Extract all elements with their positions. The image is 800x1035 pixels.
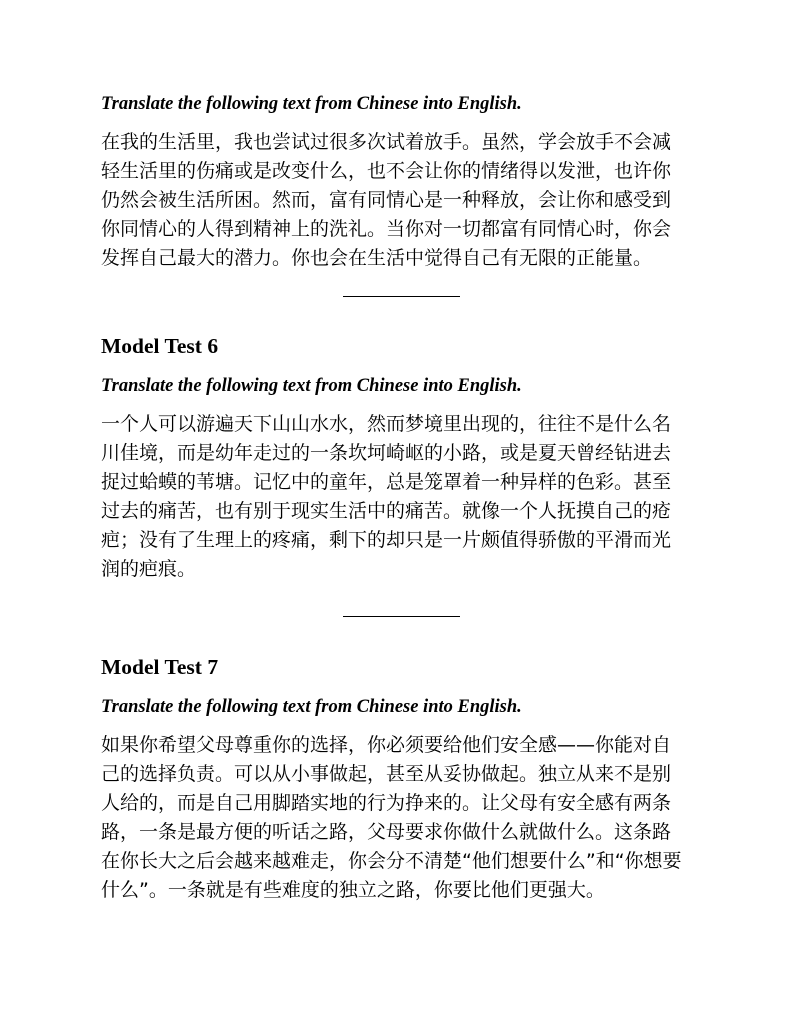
- passage-line: 如果你希望父母尊重你的选择，你必须要给他们安全感——你能对自: [101, 734, 672, 756]
- passage-line: 什么”。一条就是有些难度的独立之路，你要比他们更强大。: [101, 879, 605, 901]
- passage-line: 润的疤痕。: [101, 558, 197, 580]
- instruction-text: Translate the following text from Chinese into English.: [101, 697, 522, 717]
- passage-line: 在我的生活里，我也尝试过很多次试着放手。虽然，学会放手不会减: [101, 131, 672, 153]
- instruction-text: Translate the following text from Chinese into English.: [101, 94, 522, 114]
- passage-line: 捉过蛤蟆的苇塘。记忆中的童年，总是笼罩着一种异样的色彩。甚至: [101, 471, 672, 493]
- passage-line: 路，一条是最方便的听话之路，父母要求你做什么就做什么。这条路: [101, 821, 672, 843]
- instruction-text: Translate the following text from Chinese into English.: [101, 376, 522, 396]
- chinese-passage: [101, 410, 701, 584]
- passage-line: 轻生活里的伤痛或是改变什么，也不会让你的情绪得以发泄，也许你: [101, 160, 672, 182]
- chinese-passage: [101, 128, 701, 273]
- passage-line: 川佳境，而是幼年走过的一条坎坷崎岖的小路，或是夏天曾经钻进去: [101, 442, 672, 464]
- chinese-passage: [101, 731, 701, 905]
- passage-line: 你同情心的人得到精神上的洗礼。当你对一切都富有同情心时，你会: [101, 218, 672, 240]
- passage-line: 仍然会被生活所困。然而，富有同情心是一种释放，会让你和感受到: [101, 189, 672, 211]
- section-divider: [343, 296, 460, 297]
- passage-line: 发挥自己最大的潜力。你也会在生活中觉得自己有无限的正能量。: [101, 247, 653, 269]
- section-heading: Model Test 7: [101, 655, 219, 679]
- section-heading: Model Test 6: [101, 334, 219, 358]
- passage-line: 己的选择负责。可以从小事做起，甚至从妥协做起。独立从来不是别: [101, 763, 672, 785]
- passage-line: 过去的痛苦，也有别于现实生活中的痛苦。就像一个人抚摸自己的疮: [101, 500, 672, 522]
- section-divider: [343, 616, 460, 617]
- passage-line: 在你长大之后会越来越难走，你会分不清楚“他们想要什么”和“你想要: [101, 850, 682, 872]
- passage-line: 一个人可以游遍天下山山水水，然而梦境里出现的，往往不是什么名: [101, 413, 672, 435]
- document-page: [101, 92, 701, 905]
- passage-line: 人给的，而是自己用脚踏实地的行为挣来的。让父母有安全感有两条: [101, 792, 672, 814]
- passage-line: 疤；没有了生理上的疼痛，剩下的却只是一片颇值得骄傲的平滑而光: [101, 529, 672, 551]
